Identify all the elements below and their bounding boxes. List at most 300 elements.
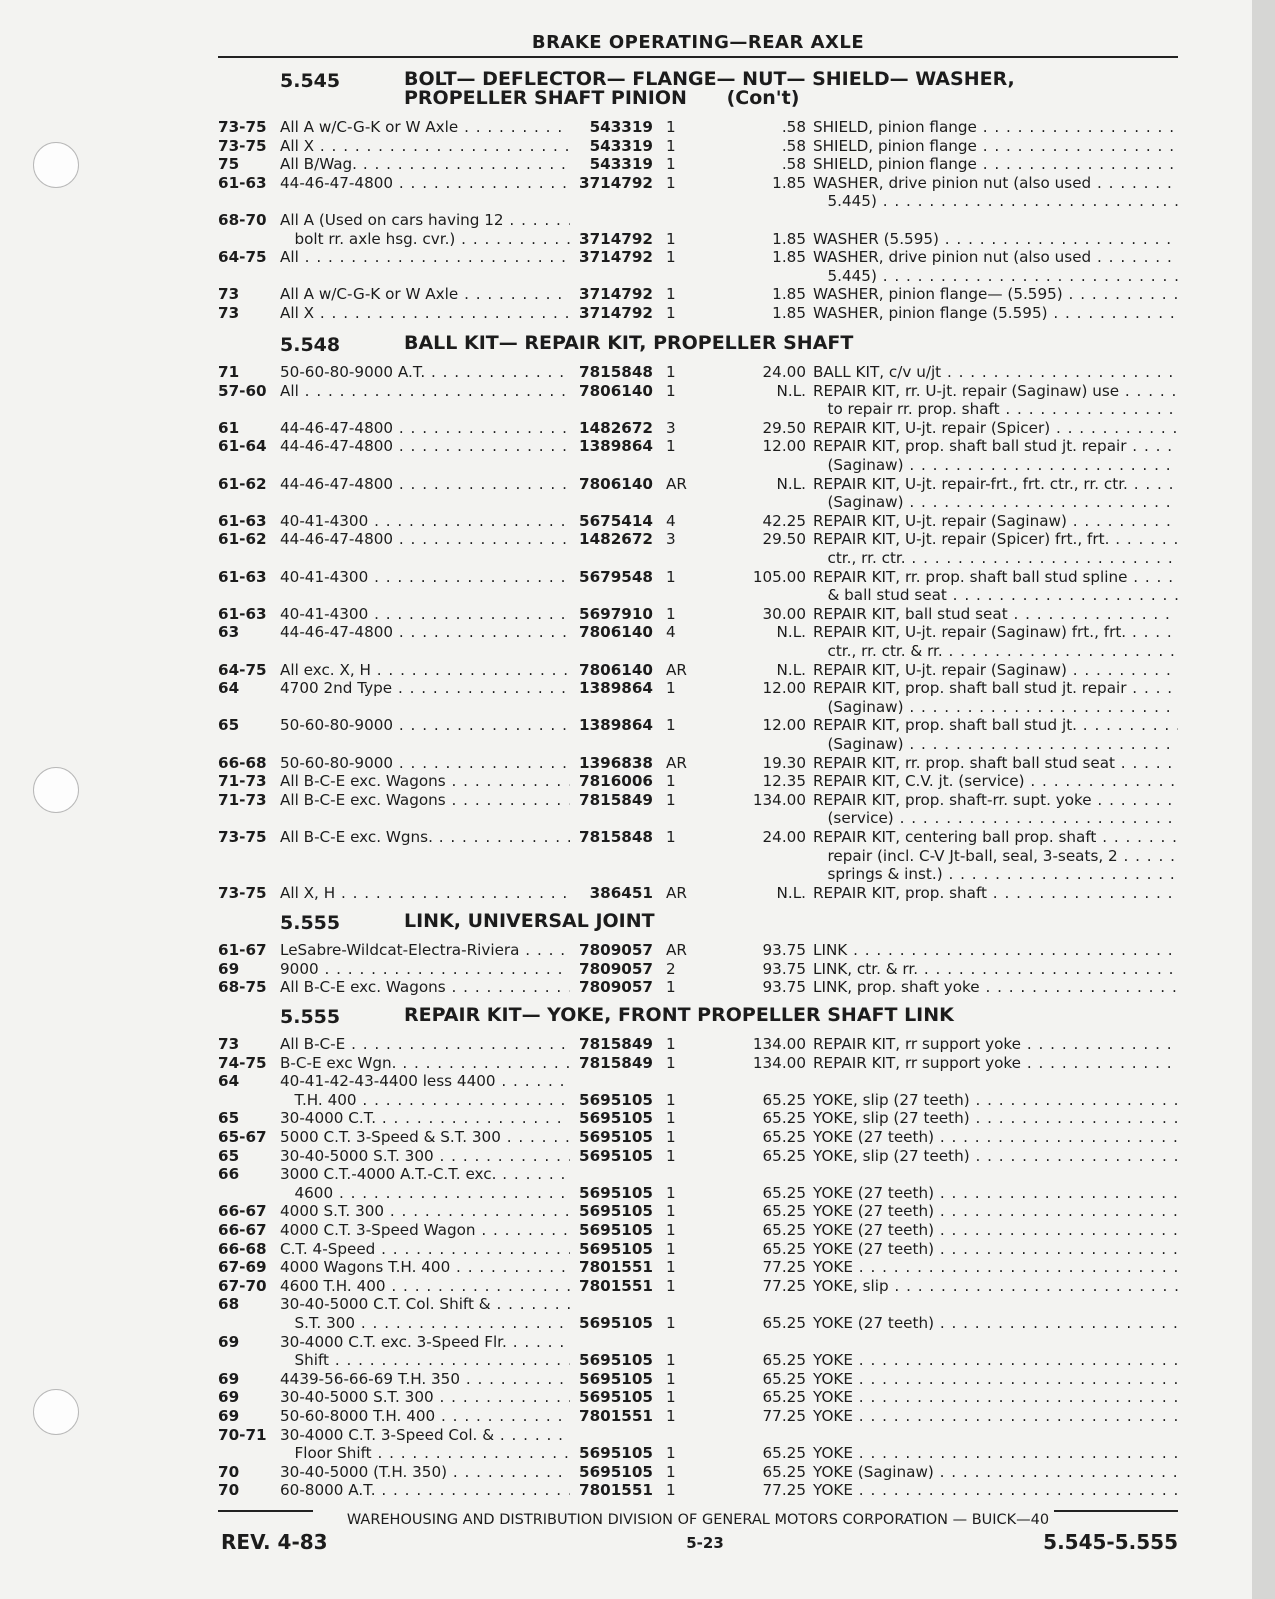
parts-row <box>218 679 1178 716</box>
part-number: 5695105 <box>579 1313 653 1332</box>
price: 65.25 <box>762 1109 806 1128</box>
application-line: 44-46-47-4800 . . . <box>280 623 570 642</box>
description <box>813 137 1178 156</box>
part-number: 543319 <box>589 136 653 155</box>
model-year: 74-75 <box>218 1053 267 1072</box>
quantity: 1 <box>666 1183 676 1202</box>
price: N.L. <box>776 883 806 902</box>
parts-row <box>218 605 1178 624</box>
quantity: 1 <box>666 1035 676 1053</box>
description-line: REPAIR KIT, prop. shaft-rr. supt. yoke . . . <box>813 791 1178 810</box>
part-number: 5695105 <box>579 1221 653 1239</box>
description-line: SHIELD, pinion flange . . . <box>813 155 1178 174</box>
quantity: 1 <box>666 173 676 192</box>
quantity: 1 <box>666 229 676 248</box>
footer-page-number: 5-23 <box>686 1534 724 1552</box>
price: 105.00 <box>752 567 806 586</box>
price: 65.25 <box>762 1183 806 1202</box>
part-number: 3714792 <box>579 285 653 304</box>
parts-row <box>218 118 1178 137</box>
application <box>280 772 570 791</box>
quantity: 1 <box>666 679 676 698</box>
description-line: REPAIR KIT, rr support yoke . . . <box>813 1054 1178 1073</box>
quantity: 1 <box>666 381 676 400</box>
price: .58 <box>781 118 806 136</box>
price: 29.50 <box>762 530 806 549</box>
description <box>813 530 1178 567</box>
model-year: 61-64 <box>218 437 267 456</box>
description <box>813 716 1178 753</box>
description-line: BALL KIT, c/v u/jt . . . <box>813 363 1178 382</box>
part-number: 5695105 <box>579 1109 653 1128</box>
quantity: 1 <box>666 790 676 809</box>
description <box>813 960 1178 979</box>
application <box>280 363 570 382</box>
description-line: REPAIR KIT, U-jt. repair (Saginaw) frt., frt. . . . <box>813 623 1178 642</box>
model-year: 61-62 <box>218 530 267 549</box>
part-number: 5695105 <box>579 1351 653 1370</box>
description-line: REPAIR KIT, prop. shaft ball stud jt. repair . . . <box>813 679 1178 698</box>
price: 134.00 <box>752 790 806 809</box>
application <box>280 1426 570 1463</box>
quantity: 1 <box>666 1276 676 1295</box>
description <box>813 1054 1178 1073</box>
model-year: 65 <box>218 716 240 735</box>
parts-row <box>218 155 1178 174</box>
quantity: 4 <box>666 511 676 530</box>
section-title <box>404 70 1015 108</box>
part-number: 3714792 <box>579 248 653 267</box>
application-line: 30-4000 C.T. 3-Speed Col. & . . . <box>280 1426 570 1445</box>
description <box>813 1091 1178 1110</box>
part-number: 1389864 <box>579 716 653 735</box>
quantity: 1 <box>666 1313 676 1332</box>
application-line: All A w/C-G-K or W Axle . . . <box>280 118 570 137</box>
application-line: All B-C-E exc. Wagons . . . <box>280 772 570 791</box>
description-line: (Saginaw) . . . <box>813 735 1178 754</box>
price: 77.25 <box>762 1481 806 1500</box>
description-line: YOKE, slip (27 teeth) . . . <box>813 1109 1178 1128</box>
part-number: 5695105 <box>579 1239 653 1258</box>
description <box>813 1314 1178 1333</box>
description-line: REPAIR KIT, prop. shaft . . . <box>813 884 1178 903</box>
description <box>813 941 1178 960</box>
description-line: SHIELD, pinion flange . . . <box>813 118 1178 137</box>
description-line: YOKE . . . <box>813 1407 1178 1426</box>
application <box>280 174 570 193</box>
parts-row <box>218 248 1178 285</box>
description-line: REPAIR KIT, rr. U-jt. repair (Saginaw) use . . . <box>813 382 1178 401</box>
description <box>813 512 1178 531</box>
parts-row <box>218 1240 1178 1259</box>
price: 134.00 <box>752 1035 806 1053</box>
application-line: 44-46-47-4800 . . . <box>280 530 570 549</box>
description-line: REPAIR KIT, prop. shaft ball stud jt. repair . . . <box>813 437 1178 456</box>
description <box>813 679 1178 716</box>
quantity: 1 <box>666 1239 676 1258</box>
model-year: 73 <box>218 1035 240 1053</box>
parts-row <box>218 1221 1178 1240</box>
description-line: YOKE . . . <box>813 1370 1178 1389</box>
application-line: 50-60-80-9000 . . . <box>280 716 570 735</box>
application <box>280 1221 570 1240</box>
description <box>813 382 1178 419</box>
parts-row <box>218 1481 1178 1500</box>
model-year: 68 <box>218 1295 240 1314</box>
description-line: YOKE, slip . . . <box>813 1277 1178 1296</box>
application-line: All X . . . <box>280 137 570 156</box>
parts-row <box>218 1147 1178 1166</box>
description <box>813 1184 1178 1203</box>
description-line: YOKE (27 teeth) . . . <box>813 1221 1178 1240</box>
part-number: 7806140 <box>579 474 653 493</box>
application <box>280 530 570 549</box>
description-line: WASHER (5.595) . . . <box>813 230 1178 249</box>
model-year: 71-73 <box>218 790 267 809</box>
application-line: All X, H . . . <box>280 884 570 903</box>
application <box>280 1202 570 1221</box>
part-number: 1482672 <box>579 530 653 549</box>
description <box>813 791 1178 828</box>
part-number: 386451 <box>589 883 653 902</box>
description <box>813 772 1178 791</box>
part-number: 7806140 <box>579 381 653 400</box>
description <box>813 1388 1178 1407</box>
application-line: Shift . . . <box>280 1351 570 1370</box>
application-line: 50-60-8000 T.H. 400 . . . <box>280 1407 570 1426</box>
part-number: 3714792 <box>579 173 653 192</box>
description-line: YOKE . . . <box>813 1258 1178 1277</box>
application-line: 50-60-80-9000 . . . <box>280 754 570 773</box>
footer-revision: REV. 4-83 <box>221 1530 328 1554</box>
model-year: 64 <box>218 1072 240 1091</box>
application-line: All . . . <box>280 248 570 267</box>
application <box>280 960 570 979</box>
description <box>813 248 1178 285</box>
description <box>813 1202 1178 1221</box>
description <box>813 174 1178 211</box>
part-number: 7815848 <box>579 828 653 846</box>
quantity: 1 <box>666 1053 676 1072</box>
price: 1.85 <box>772 173 806 192</box>
model-year: 65-67 <box>218 1128 267 1146</box>
application-line: Floor Shift . . . <box>280 1444 570 1463</box>
parts-row <box>218 285 1178 304</box>
application <box>280 419 570 438</box>
model-year: 66-67 <box>218 1221 267 1239</box>
section-title <box>404 334 853 353</box>
parts-row <box>218 1109 1178 1128</box>
parts-row <box>218 304 1178 323</box>
application-line: All B-C-E . . . <box>280 1035 570 1054</box>
description-line: 5.445) . . . <box>813 267 1178 286</box>
application-line: All B-C-E exc. Wagons . . . <box>280 791 570 810</box>
model-year: 61-62 <box>218 474 267 493</box>
application <box>280 1109 570 1128</box>
quantity: 1 <box>666 1202 676 1221</box>
part-number: 1389864 <box>579 679 653 698</box>
price: 65.25 <box>762 1128 806 1146</box>
description-line: WASHER, pinion flange— (5.595) . . . <box>813 285 1178 304</box>
parts-row <box>218 661 1178 680</box>
parts-row <box>218 530 1178 567</box>
parts-row <box>218 828 1178 884</box>
application <box>280 1128 570 1147</box>
model-year: 68-70 <box>218 211 267 229</box>
part-number: 5695105 <box>579 1462 653 1481</box>
model-year: 66-68 <box>218 1239 267 1258</box>
application <box>280 304 570 323</box>
price: 93.75 <box>762 959 806 978</box>
description-line: WASHER, pinion flange (5.595) . . . <box>813 304 1178 323</box>
parts-row <box>218 791 1178 828</box>
price: 77.25 <box>762 1276 806 1295</box>
parts-row <box>218 772 1178 791</box>
model-year: 61-63 <box>218 173 267 192</box>
price: 65.25 <box>762 1444 806 1463</box>
application-line: 30-4000 C.T. exc. 3-Speed Flr. . . . <box>280 1333 570 1352</box>
description-line: YOKE (Saginaw) . . . <box>813 1463 1178 1482</box>
quantity: 1 <box>666 716 676 735</box>
quantity: 1 <box>666 1369 676 1388</box>
description <box>813 568 1178 605</box>
description <box>813 285 1178 304</box>
quantity: 1 <box>666 1407 676 1425</box>
part-number: 3714792 <box>579 229 653 248</box>
description-line: YOKE (27 teeth) . . . <box>813 1314 1178 1333</box>
application <box>280 1481 570 1500</box>
application <box>280 211 570 248</box>
footer-section-range: 5.545-5.555 <box>1043 1530 1178 1554</box>
description-line: ctr., rr. ctr. & rr. . . . <box>813 642 1178 661</box>
description-line: REPAIR KIT, centering ball prop. shaft . . . <box>813 828 1178 847</box>
description-line: & ball stud seat . . . <box>813 586 1178 605</box>
application-line: 4700 2nd Type . . . <box>280 679 570 698</box>
part-number: 7809057 <box>579 978 653 997</box>
application-line: 5000 C.T. 3-Speed & S.T. 300 . . . <box>280 1128 570 1147</box>
application-line: 60-8000 A.T. . . . <box>280 1481 570 1500</box>
section-number: 5.555 <box>280 912 341 934</box>
price: 65.25 <box>762 1221 806 1239</box>
price: 1.85 <box>772 248 806 267</box>
section-title-line: BOLT— DEFLECTOR— FLANGE— NUT— SHIELD— WASHER, <box>404 68 1015 90</box>
section-title-line: REPAIR KIT— YOKE, FRONT PROPELLER SHAFT LINK <box>404 1004 954 1026</box>
description-line: REPAIR KIT, rr. prop. shaft ball stud spline . . . <box>813 568 1178 587</box>
application-line: All B-C-E exc. Wgns. . . . <box>280 828 570 847</box>
application <box>280 1072 570 1109</box>
description-line: REPAIR KIT, ball stud seat . . . <box>813 605 1178 624</box>
quantity: 1 <box>666 1444 676 1463</box>
application-line: 4000 Wagons T.H. 400 . . . <box>280 1258 570 1277</box>
description <box>813 155 1178 174</box>
application <box>280 1370 570 1389</box>
part-number: 543319 <box>589 118 653 136</box>
model-year: 73-75 <box>218 883 267 902</box>
parts-row <box>218 437 1178 474</box>
quantity: 1 <box>666 285 676 304</box>
description-line: (service) . . . <box>813 809 1178 828</box>
model-year: 69 <box>218 959 240 978</box>
binder-hole <box>33 1389 79 1435</box>
price: N.L. <box>776 623 806 642</box>
application-line: 44-46-47-4800 . . . <box>280 475 570 494</box>
price: .58 <box>781 155 806 174</box>
application-line: 30-40-5000 C.T. Col. Shift & . . . <box>280 1295 570 1314</box>
application <box>280 978 570 997</box>
model-year: 61-63 <box>218 604 267 623</box>
model-year: 70 <box>218 1481 240 1500</box>
description <box>813 1444 1178 1463</box>
part-number: 5697910 <box>579 604 653 623</box>
application <box>280 382 570 401</box>
quantity: AR <box>666 474 687 493</box>
model-year: 69 <box>218 1407 240 1425</box>
part-number: 1389864 <box>579 437 653 456</box>
application <box>280 1258 570 1277</box>
price: 65.25 <box>762 1369 806 1388</box>
model-year: 66 <box>218 1165 240 1184</box>
application-line: 50-60-80-9000 A.T. . . . <box>280 363 570 382</box>
quantity: 1 <box>666 248 676 267</box>
price: 134.00 <box>752 1053 806 1072</box>
description-line: WASHER, drive pinion nut (also used . . . <box>813 248 1178 267</box>
description-line: REPAIR KIT, U-jt. repair-frt., frt. ctr., rr. ctr. . . . <box>813 475 1178 494</box>
application <box>280 155 570 174</box>
model-year: 67-69 <box>218 1258 267 1277</box>
description <box>813 1035 1178 1054</box>
application <box>280 661 570 680</box>
model-year: 69 <box>218 1332 240 1351</box>
part-number: 7801551 <box>579 1276 653 1295</box>
parts-row <box>218 884 1178 903</box>
price: 1.85 <box>772 304 806 322</box>
parts-row <box>218 1258 1178 1277</box>
part-number: 5695105 <box>579 1369 653 1388</box>
price: 42.25 <box>762 511 806 530</box>
quantity: 1 <box>666 567 676 586</box>
description <box>813 1128 1178 1147</box>
application-line: 30-40-5000 S.T. 300 . . . <box>280 1147 570 1166</box>
part-number: 7815849 <box>579 1053 653 1072</box>
description <box>813 419 1178 438</box>
model-year: 68-75 <box>218 978 267 997</box>
description-line: LINK, ctr. & rr. . . . <box>813 960 1178 979</box>
parts-row <box>218 419 1178 438</box>
part-number: 5695105 <box>579 1183 653 1202</box>
application-line: All A w/C-G-K or W Axle . . . <box>280 285 570 304</box>
parts-row <box>218 1277 1178 1296</box>
parts-row <box>218 512 1178 531</box>
part-number: 543319 <box>589 155 653 174</box>
model-year: 71-73 <box>218 772 267 791</box>
application <box>280 1035 570 1054</box>
application <box>280 1407 570 1426</box>
description-line: YOKE, slip (27 teeth) . . . <box>813 1091 1178 1110</box>
quantity: 1 <box>666 978 676 997</box>
binder-hole <box>33 767 79 813</box>
price: 1.85 <box>772 285 806 304</box>
parts-row <box>218 1054 1178 1073</box>
application-line: 30-40-5000 S.T. 300 . . . <box>280 1388 570 1407</box>
description-line: YOKE (27 teeth) . . . <box>813 1202 1178 1221</box>
application <box>280 716 570 735</box>
quantity: 1 <box>666 604 676 623</box>
price: 65.25 <box>762 1090 806 1109</box>
application <box>280 248 570 267</box>
header-rule <box>218 56 1178 58</box>
section-title-line: PROPELLER SHAFT PINION (Con't) <box>404 87 800 109</box>
model-year: 69 <box>218 1388 240 1407</box>
section-title <box>404 1006 954 1025</box>
price: .58 <box>781 136 806 155</box>
part-number: 7809057 <box>579 959 653 978</box>
description <box>813 754 1178 773</box>
application <box>280 568 570 587</box>
application <box>280 941 570 960</box>
description-line: REPAIR KIT, rr support yoke . . . <box>813 1035 1178 1054</box>
application <box>280 475 570 494</box>
application <box>280 828 570 847</box>
description-line: YOKE (27 teeth) . . . <box>813 1240 1178 1259</box>
description-line: YOKE, slip (27 teeth) . . . <box>813 1147 1178 1166</box>
parts-row <box>218 716 1178 753</box>
description-line: (Saginaw) . . . <box>813 493 1178 512</box>
application-line: 40-41-4300 . . . <box>280 568 570 587</box>
parts-row <box>218 1463 1178 1482</box>
quantity: 1 <box>666 155 676 174</box>
model-year: 73 <box>218 285 240 304</box>
description <box>813 978 1178 997</box>
model-year: 64-75 <box>218 248 267 267</box>
application-line: T.H. 400 . . . <box>280 1091 570 1110</box>
parts-row <box>218 568 1178 605</box>
description-line: YOKE . . . <box>813 1444 1178 1463</box>
section-number: 5.555 <box>280 1006 341 1028</box>
price: 12.00 <box>762 437 806 456</box>
part-number: 5695105 <box>579 1146 653 1165</box>
description <box>813 437 1178 474</box>
section-number: 5.548 <box>280 334 341 356</box>
quantity: 4 <box>666 623 676 642</box>
quantity: 1 <box>666 1221 676 1239</box>
price: 30.00 <box>762 604 806 623</box>
description <box>813 623 1178 660</box>
description <box>813 1147 1178 1166</box>
application-line: 4600 . . . <box>280 1184 570 1203</box>
part-number: 7816006 <box>579 772 653 791</box>
quantity: 1 <box>666 1351 676 1370</box>
model-year: 61-63 <box>218 567 267 586</box>
model-year: 73-75 <box>218 118 267 136</box>
application <box>280 754 570 773</box>
application-line: All X . . . <box>280 304 570 323</box>
application-line: 4439-56-66-69 T.H. 350 . . . <box>280 1370 570 1389</box>
quantity: 2 <box>666 959 676 978</box>
section-title <box>404 912 655 931</box>
application <box>280 1240 570 1259</box>
quantity: AR <box>666 753 687 772</box>
application-line: 30-4000 C.T. . . . <box>280 1109 570 1128</box>
price: N.L. <box>776 660 806 679</box>
application <box>280 1277 570 1296</box>
part-number: 5675414 <box>579 511 653 530</box>
parts-row <box>218 941 1178 960</box>
model-year: 65 <box>218 1146 240 1165</box>
model-year: 66-67 <box>218 1202 267 1221</box>
model-year: 70-71 <box>218 1425 267 1444</box>
quantity: AR <box>666 660 687 679</box>
parts-row <box>218 1165 1178 1202</box>
